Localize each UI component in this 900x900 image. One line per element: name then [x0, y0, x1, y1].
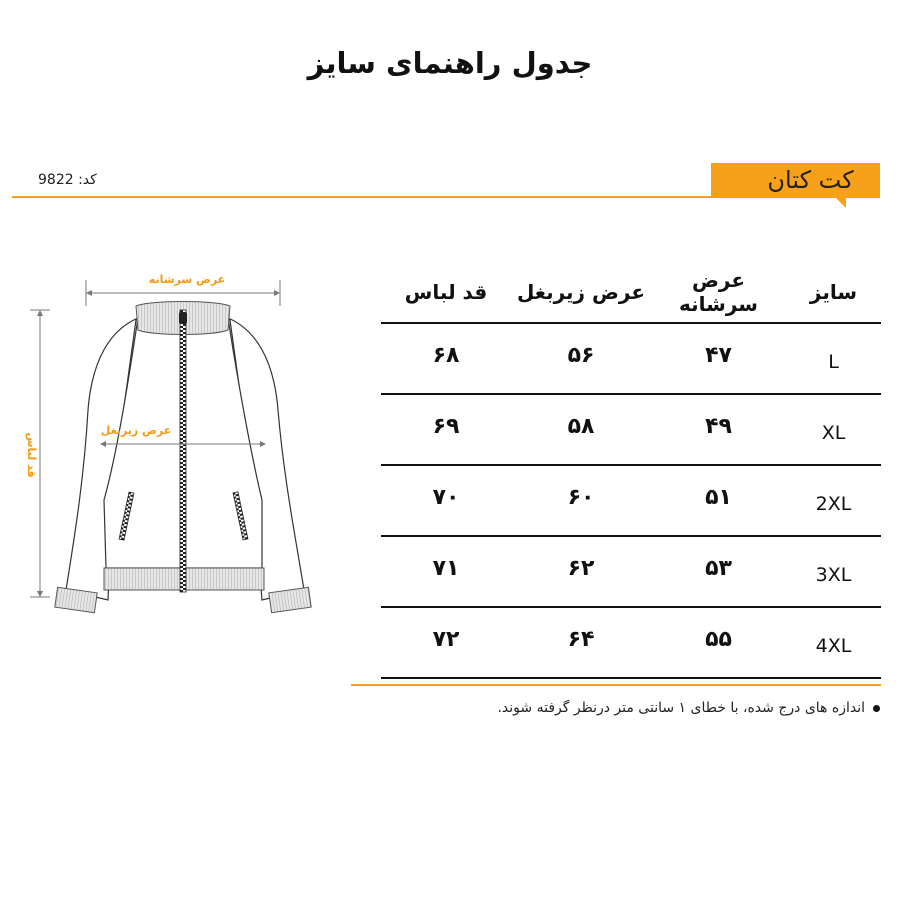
table-header-row: [381, 262, 881, 323]
chest-cell: ۵۶: [511, 323, 651, 394]
chest-cell: ۶۴: [511, 607, 651, 678]
size-cell: 4XL: [786, 607, 881, 678]
shoulder-cell: ۴۷: [651, 323, 786, 394]
shoulder-cell: ۵۳: [651, 536, 786, 607]
length-cell: ۷۱: [381, 536, 511, 607]
footer-divider: [351, 684, 881, 686]
bullet-icon: [873, 705, 880, 712]
chest-cell: ۶۰: [511, 465, 651, 536]
header-shoulder: عرض سرشانه: [651, 262, 786, 323]
measurement-note: [497, 700, 880, 716]
size-cell: XL: [786, 394, 881, 465]
table-row: [381, 607, 881, 678]
chest-cell: ۶۲: [511, 536, 651, 607]
chest-cell: ۵۸: [511, 394, 651, 465]
header-divider: [12, 196, 880, 198]
length-cell: ۷۰: [381, 465, 511, 536]
page-title: جدول راهنمای سایز: [307, 46, 593, 80]
shoulder-cell: ۴۹: [651, 394, 786, 465]
center-zipper: [180, 310, 186, 592]
chest-label: عرض زیربغل: [100, 424, 172, 437]
size-cell: L: [786, 323, 881, 394]
length-label: قد لباس: [25, 432, 38, 478]
length-dimension: [25, 310, 50, 597]
length-cell: ۷۲: [381, 607, 511, 678]
zipper-pull: [179, 312, 187, 324]
jacket-diagram: [0, 250, 340, 650]
header-chest: عرض زیربغل: [511, 262, 651, 323]
product-code: کد: 9822: [38, 172, 97, 188]
product-name: کت کتان: [767, 166, 854, 194]
table-row: [381, 465, 881, 536]
shoulder-cell: ۵۱: [651, 465, 786, 536]
header-length: قد لباس: [381, 262, 511, 323]
measurement-note-text: اندازه های درج شده، با خطای ۱ سانتی متر درنظر گرفته شوند.: [497, 700, 865, 716]
length-cell: ۶۹: [381, 394, 511, 465]
product-name-tab: [711, 163, 880, 197]
shoulder-label: عرض سرشانه: [148, 273, 226, 286]
table-row: [381, 323, 881, 394]
size-cell: 2XL: [786, 465, 881, 536]
table-row: [381, 536, 881, 607]
shoulder-cell: ۵۵: [651, 607, 786, 678]
header-size: سایز: [786, 262, 881, 323]
size-table: [381, 262, 881, 679]
length-cell: ۶۸: [381, 323, 511, 394]
size-cell: 3XL: [786, 536, 881, 607]
table-row: [381, 394, 881, 465]
